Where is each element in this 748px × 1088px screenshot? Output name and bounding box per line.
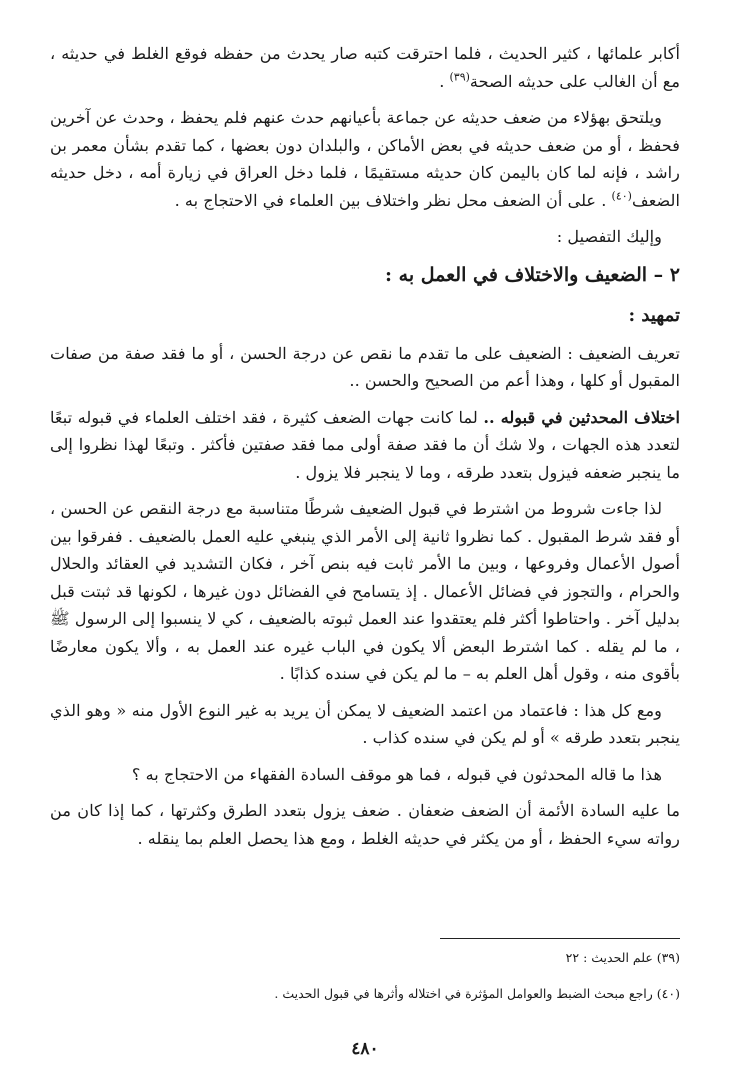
footnotes — [50, 948, 680, 1020]
paragraph-2-text: ويلتحق بهؤلاء من ضعف حديثه عن جماعة بأعيانهم حدث عنهم فلم يحفظ ، وحدث عن آخرين فحفظ ، أو من ضعف حديثه في بعض الأماكن ، والبلدان دون بعضها ، كما تقدم بشأن معمر بن راشد ، فإنه لما كان باليمن كان حديثه مستقيمًا ، فلما دخل العراق في زيارة أمه ، دخل حديثه الضعف — [50, 108, 680, 210]
paragraph-9: ما عليه السادة الأئمة أن الضعف ضعفان . ضعف يزول بتعدد الطرق وكثرتها ، كما إذا كان من رواته سيء الحفظ ، أو من يكثر في حديثه الغلط ، ومع هذا يحصل العلم بما ينقله . — [50, 801, 680, 848]
paragraph-5-lead: اختلاف المحدثين في قبوله .. — [483, 407, 680, 427]
paragraph-3: وإليك التفصيل : — [556, 227, 662, 246]
book-page — [50, 40, 680, 1080]
paragraph-4: تعريف الضعيف : الضعيف على ما تقدم ما نقص عن درجة الحسن ، أو ما فقد صفة من صفات المقبول أو كلها ، وهذا أعم من الصحيح والحسن .. — [50, 343, 680, 390]
paragraph-5-text: لما كانت جهات الضعف كثيرة ، فقد اختلف العلماء في قبوله تبعًا لتعدد هذه الجهات ، ولا شك أن ما فقد صفة أولى مما فقد صفتين فأكثر . وتبعًا لهذا نظروا إلى ما ينجبر ضعفه فيزول بتعدد طرقه ، وما لا ينجبر فلا يزول . — [50, 407, 680, 482]
section-subheading: تمهيد : — [628, 304, 680, 326]
paragraph-1 — [50, 40, 680, 95]
paragraph-5 — [50, 404, 680, 487]
paragraph-1-text: أكابر علمائها ، كثير الحديث ، فلما احترقت كتبه صار يحدث من حفظه فوقع الغلط في حديثه ، مع أن الغالب على حديثه الصحة — [50, 44, 680, 91]
footnote-40: (٤٠) راجع مبحث الضبط والعوامل المؤثرة في اختلاله وأثرها في قبول الحديث . — [274, 986, 680, 1001]
section-heading: ٢ – الضعيف والاختلاف في العمل به : — [385, 263, 680, 286]
footnote-39: (٣٩) علم الحديث : ٢٢ — [565, 950, 680, 965]
paragraph-8: هذا ما قاله المحدثون في قبوله ، فما هو موقف السادة الفقهاء من الاحتجاج به ؟ — [131, 764, 662, 784]
footnote-ref-40[interactable]: (٤٠) — [611, 189, 632, 203]
page-number: ٤٨٠ — [351, 1039, 379, 1059]
paragraph-2-end: . على أن الضعف محل نظر واختلاف بين العلماء في الاحتجاج به . — [174, 190, 612, 210]
paragraph-2 — [50, 104, 680, 214]
paragraph-1-end: . — [439, 71, 450, 91]
paragraph-6: لذا جاءت شروط من اشترط في قبول الضعيف شرطًا متناسبة مع درجة النقص عن الحسن ، أو فقد شرط المقبول . كما نظروا ثانية إلى الأمر الذي ينبغي عليه العمل بالضعيف . ففرقوا بين أصول الأعمال وفروعها ، وبين ما الأمر ثابت فيه بنص آخر ، فكان التشديد في العقائد والحلال والحرام ، والتجوز في فضائل الأعمال . إذ يتسامح في الفضائل دون غيرها ، لكونها قد ثبتت قبل بدليل آخر . واحتاطوا أكثر فلم يعتقدوا عند العمل ثبوته بالضعيف ، كي لا ينسبوا إلى الرسول ﷺ ، ما لم يقله . كما اشترط البعض ألا يكون في الباب غيره عند العمل به ، وألا يكون معارضًا بأقوى منه ، وقول أهل العلم به – ما لم يكن في سنده كذابًا . — [50, 499, 680, 683]
footnote-ref-39[interactable]: (٣٩) — [449, 70, 470, 84]
footnote-divider — [440, 938, 680, 939]
paragraph-7: ومع كل هذا : فاعتماد من اعتمد الضعيف لا يمكن أن يريد به غير النوع الأول منه « وهو الذي ينجبر بتعدد طرقه » أو لم يكن في سنده كذاب . — [50, 700, 680, 747]
